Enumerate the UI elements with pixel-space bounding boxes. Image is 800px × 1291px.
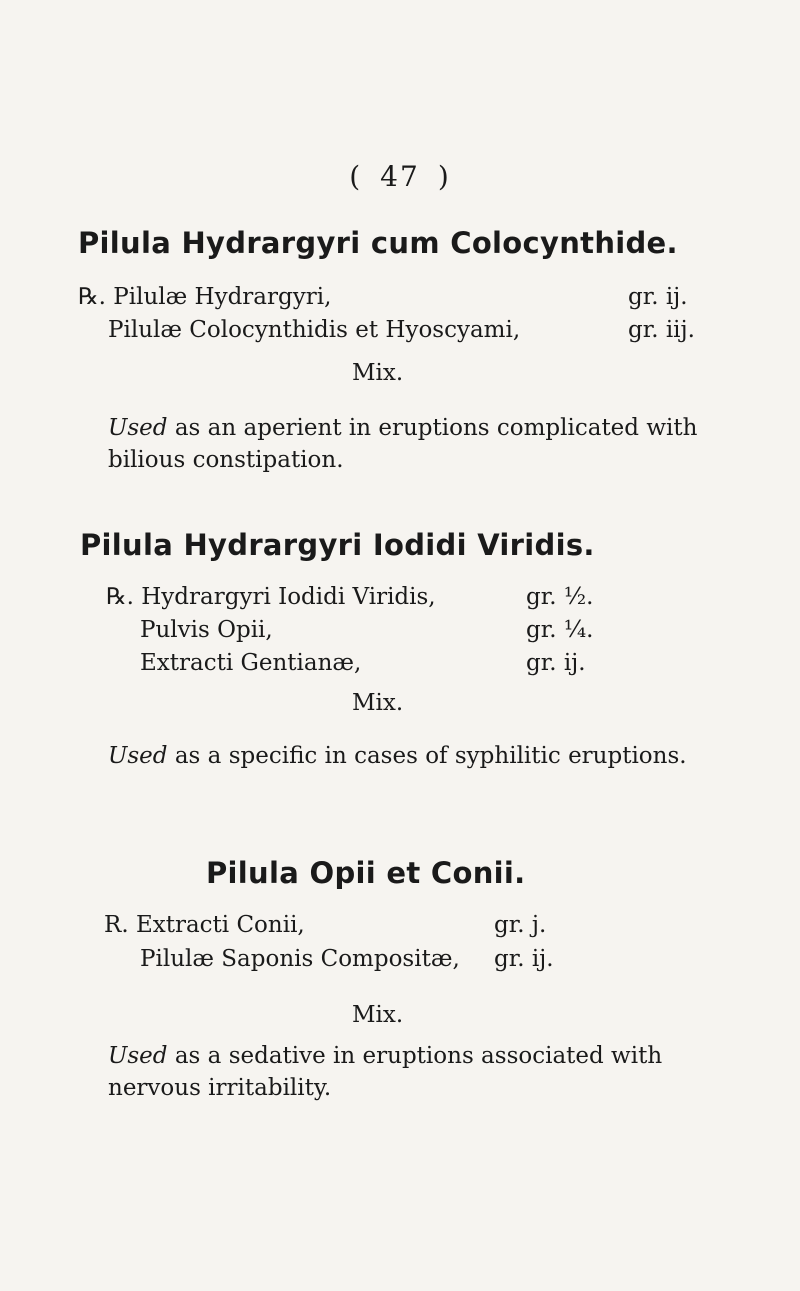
ingredient-name: Pilulæ Saponis Compositæ,: [140, 946, 460, 972]
section-1-title: Pilula Hydrargyri cum Colocynthide.: [78, 226, 678, 260]
ingredient-name: Extracti Conii,: [135, 912, 305, 938]
page-number-open: (: [349, 160, 363, 193]
section-3-mix: Mix.: [352, 1002, 404, 1028]
recipe-symbol: R.: [104, 912, 129, 938]
section-3-ingredient-1: [104, 912, 305, 938]
section-2-title: Pilula Hydrargyri Iodidi Viridis.: [80, 528, 595, 562]
section-3-ingredient-1-dose: gr. j.: [494, 912, 547, 938]
used-label: Used: [108, 1043, 168, 1069]
section-2-ingredient-2: [140, 617, 273, 643]
recipe-symbol: ℞.: [78, 284, 106, 310]
section-2-mix: Mix.: [352, 690, 404, 716]
used-label: Used: [108, 743, 168, 769]
section-2-ingredient-3: [140, 650, 361, 676]
usage-text: as an aperient in eruptions complicated with bilious constipation.: [108, 415, 698, 473]
section-1-ingredient-2-dose: gr. iij.: [628, 317, 695, 343]
page-number-value: 47: [380, 160, 420, 193]
ingredient-name: Extracti Gentianæ,: [140, 650, 362, 676]
recipe-symbol: ℞.: [106, 584, 134, 610]
section-1-mix: Mix.: [352, 360, 404, 386]
section-1-ingredient-1-dose: gr. ij.: [628, 284, 688, 310]
section-1-ingredient-2: [108, 317, 520, 343]
ingredient-name: Pilulæ Hydrargyri,: [113, 284, 332, 310]
section-1-ingredient-1: [78, 284, 331, 310]
page-number-close: ): [437, 160, 451, 193]
ingredient-name: Pulvis Opii,: [140, 617, 273, 643]
section-3-title: Pilula Opii et Conii.: [206, 856, 526, 890]
section-1-usage: [108, 412, 748, 476]
used-label: Used: [108, 415, 168, 441]
section-2-ingredient-3-dose: gr. ij.: [526, 650, 586, 676]
section-3-ingredient-2: [140, 946, 460, 972]
section-2-usage: [108, 740, 748, 772]
section-2-ingredient-1: [106, 584, 436, 610]
section-2-ingredient-2-dose: gr. ¼.: [526, 617, 594, 643]
usage-text: as a sedative in eruptions associated with nervous irritability.: [108, 1043, 663, 1101]
section-3-usage: [108, 1040, 748, 1104]
ingredient-name: Pilulæ Colocynthidis et Hyoscyami,: [108, 317, 521, 343]
section-2-ingredient-1-dose: gr. ½.: [526, 584, 594, 610]
page-number: [0, 160, 800, 193]
ingredient-name: Hydrargyri Iodidi Viridis,: [141, 584, 436, 610]
usage-text: as a specific in cases of syphilitic eruptions.: [167, 743, 687, 769]
section-3-ingredient-2-dose: gr. ij.: [494, 946, 554, 972]
